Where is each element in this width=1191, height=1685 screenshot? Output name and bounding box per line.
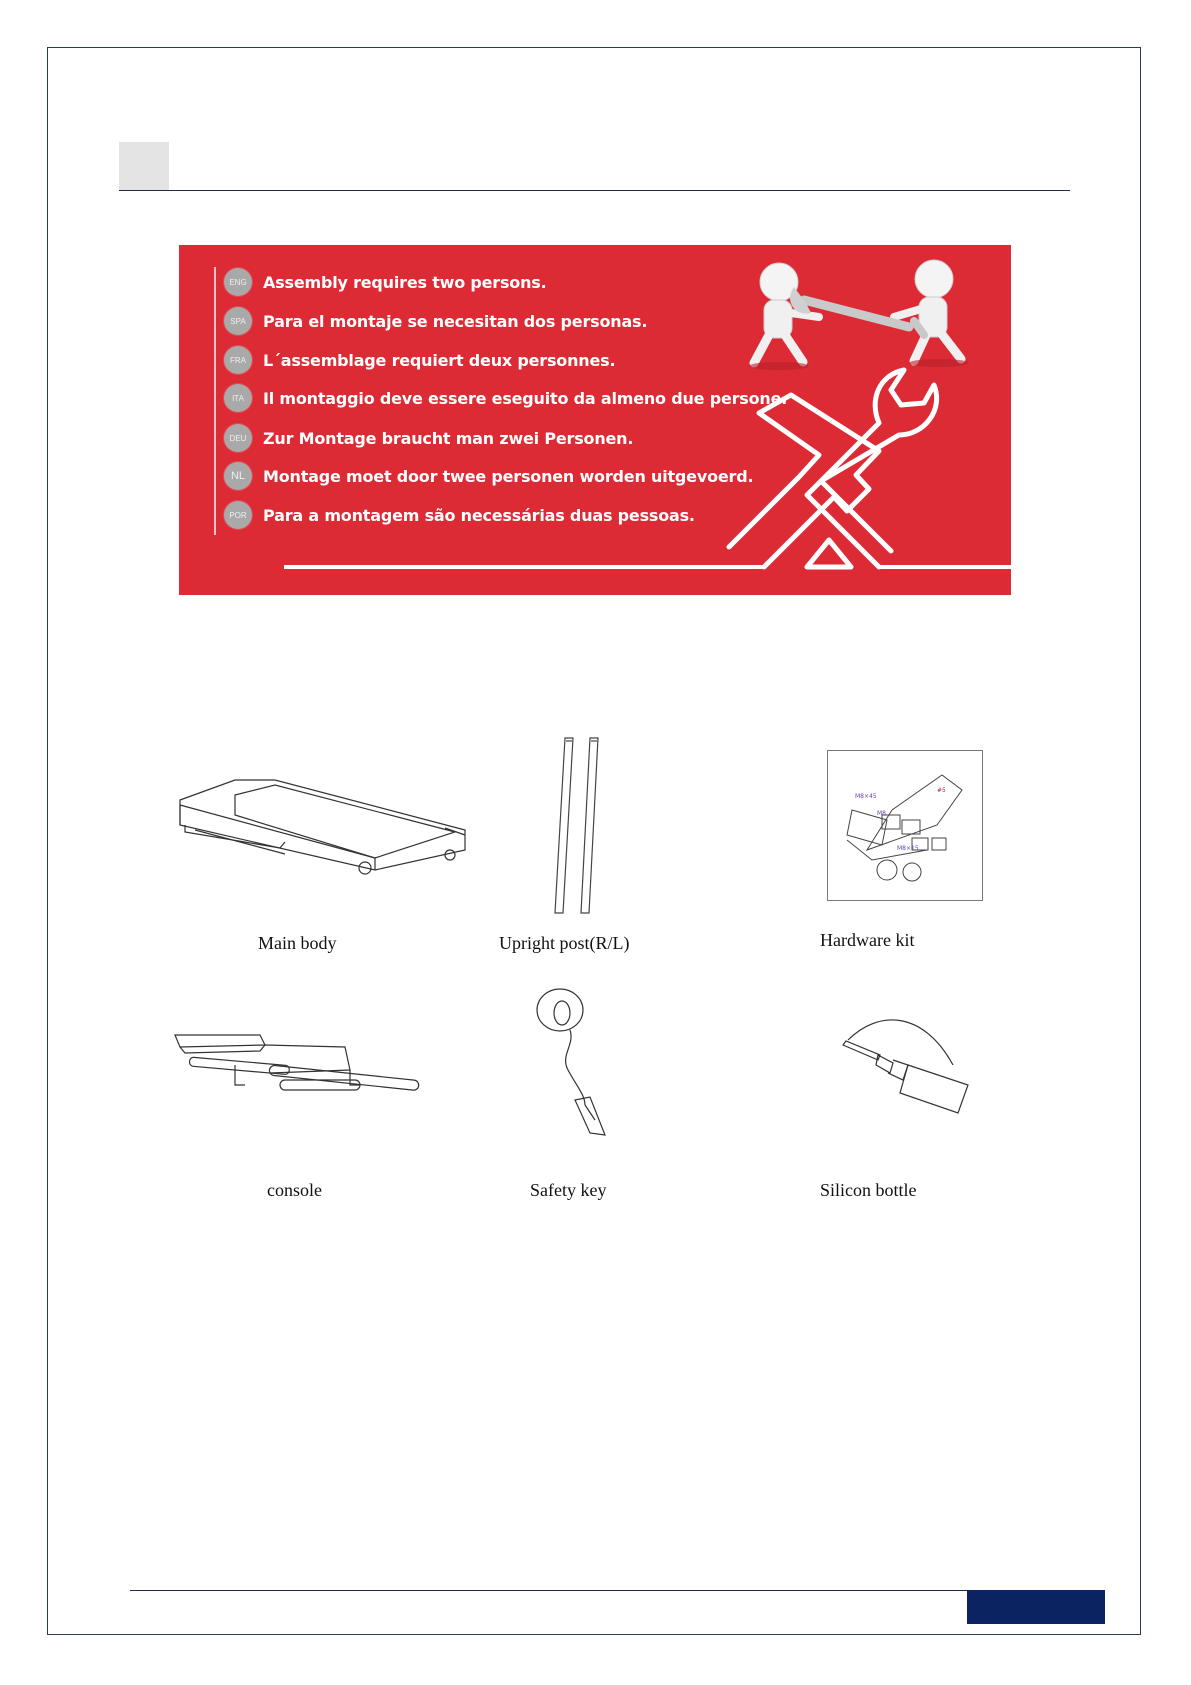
- safety-key-icon: [530, 985, 620, 1140]
- language-text: Il montaggio deve essere eseguito da almeno due persone.: [263, 388, 788, 408]
- language-text: L´assemblage requiert deux personnes.: [263, 350, 616, 370]
- language-badge: DEU: [224, 424, 252, 452]
- console-icon: [170, 1025, 445, 1100]
- part-label-console: console: [267, 1180, 322, 1200]
- part-label-upright-post: Upright post(R/L): [499, 933, 630, 953]
- language-badge: ENG: [224, 268, 252, 296]
- language-badge: FRA: [224, 346, 252, 374]
- language-badge: ITA: [224, 384, 252, 412]
- svg-text:M8×15: M8×15: [897, 845, 919, 852]
- language-text: Assembly requires two persons.: [263, 272, 547, 292]
- upright-posts-icon: [545, 733, 605, 918]
- language-text: Montage moet door twee personen worden uitgevoerd.: [263, 466, 754, 486]
- silicon-bottle-icon: [838, 1005, 988, 1115]
- part-label-hardware-kit: Hardware kit: [820, 930, 915, 950]
- svg-text:M8×45: M8×45: [855, 793, 877, 800]
- language-text: Para el montaje se necesitan dos personas.: [263, 311, 648, 331]
- footer-page-tab: [967, 1590, 1105, 1624]
- svg-text:M8: M8: [877, 810, 886, 817]
- language-badge: NL: [224, 462, 252, 490]
- part-label-main-body: Main body: [258, 933, 337, 953]
- footer-divider: [130, 1590, 1080, 1591]
- header-divider: [119, 190, 1070, 191]
- part-label-safety-key: Safety key: [530, 1180, 607, 1200]
- language-text: Para a montagem são necessárias duas pessoas.: [263, 505, 695, 525]
- part-label-silicon-bottle: Silicon bottle: [820, 1180, 917, 1200]
- hammer-wrench-cross-icon: [729, 370, 937, 567]
- treadmill-main-body-icon: [175, 770, 475, 880]
- hardware-kit-icon: [827, 750, 983, 901]
- language-badge: SPA: [224, 307, 252, 335]
- assembly-warning-banner: [179, 245, 1011, 595]
- two-people-wrench-icon: [749, 260, 969, 370]
- banner-artwork: [179, 245, 1011, 595]
- svg-text:#5: #5: [937, 787, 946, 794]
- language-text: Zur Montage braucht man zwei Personen.: [263, 428, 634, 448]
- section-header-marker: [119, 142, 169, 190]
- language-badge: POR: [224, 501, 252, 529]
